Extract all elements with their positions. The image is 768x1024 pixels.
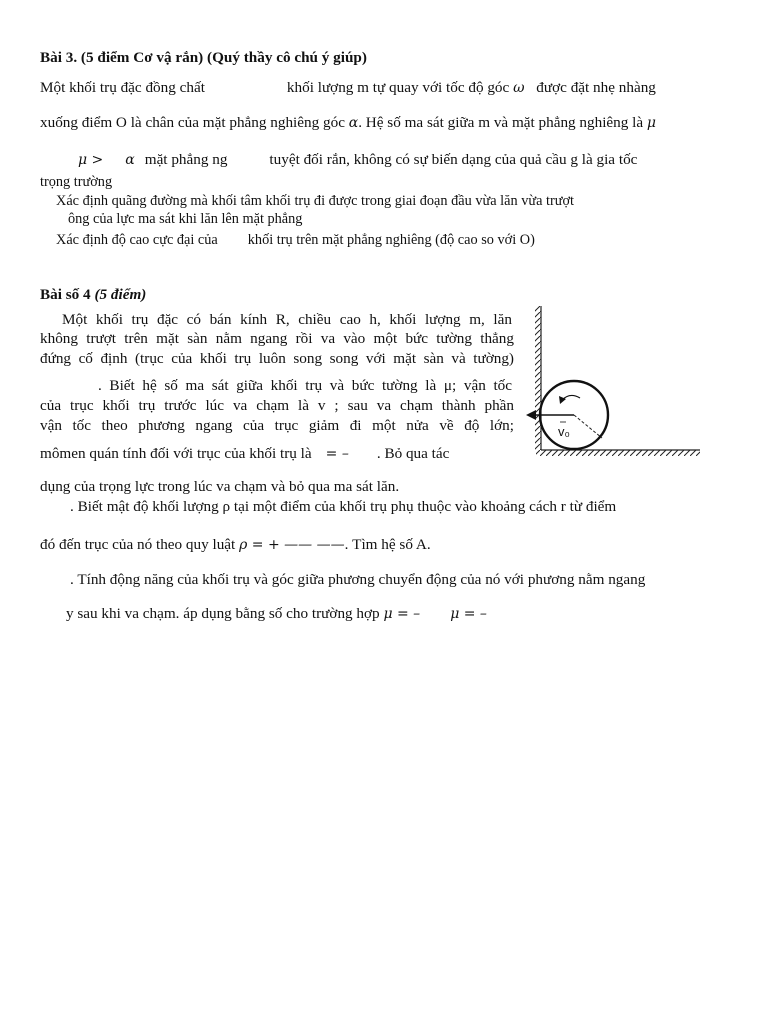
- bai4-para-line-2: không trượt trên mặt sàn nằm ngang rồi va vào một bức tường thẳng: [40, 330, 514, 347]
- bai3-line-3b: tuyệt đối rắn, không có sự biến dạng của quả cầu g là gia tốc: [269, 151, 638, 168]
- bai3-line-7: [56, 231, 535, 249]
- bai3-line-7a: Xác định độ cao cực đại của: [56, 232, 218, 248]
- omega-symbol: ω: [513, 80, 525, 96]
- bai3-line-3a: mặt phẳng ng: [144, 151, 228, 168]
- bai4-para-line-10b: . Tìm hệ số A.: [344, 536, 431, 553]
- mu-symbol: μ: [646, 115, 657, 131]
- bai3-line-4: trọng trường: [40, 174, 113, 190]
- alpha-symbol: α: [348, 115, 359, 131]
- bai4-para-line-8: dụng của trọng lực trong lúc va chạm và bỏ qua ma sát lăn.: [40, 478, 400, 495]
- density-formula: ρ = + —— ——: [239, 537, 345, 553]
- cylinder-wall-figure: [522, 300, 704, 464]
- bai3-line-2a: xuống điểm O là chân của mặt phẳng nghiêng góc: [40, 114, 345, 131]
- bai4-para-line-7b: . Bỏ qua tác: [376, 445, 450, 462]
- floor-hatch: [536, 450, 700, 456]
- velocity-label: v₀: [558, 424, 570, 439]
- bai3-line-1: [40, 79, 656, 97]
- velocity-arrowhead: [526, 410, 536, 420]
- bai4-para-line-6: vận tốc theo phương ngang của trục giảm đi một nửa về độ lớn;: [40, 417, 514, 434]
- bai4-para-line-5: của trục khối trụ trước lúc va chạm là v ; sau va chạm thành phần: [40, 397, 514, 414]
- bai3-line-2: [40, 114, 656, 132]
- bai4-para-line-4: . Biết hệ số ma sát giữa khối trụ và bức tường là μ; vận tốc: [98, 377, 512, 394]
- alpha-symbol-2: α: [125, 152, 135, 168]
- bai4-heading-title: Bài số 4: [40, 286, 91, 303]
- bai4-para-line-3: đứng cố định (trục của khối trụ luôn song song với mặt sàn và tường): [40, 350, 514, 367]
- bai3-line-1a: Một khối trụ đặc đồng chất: [40, 79, 205, 96]
- bai4-para-line-11: . Tính động năng của khối trụ và góc giữa phương chuyển động của nó với phương nằm ngang: [70, 571, 646, 588]
- bai4-para-line-10: [40, 536, 431, 554]
- bai3-line-6: ông của lực ma sát khi lăn lên mặt phẳng: [68, 211, 303, 227]
- bai4-para-line-7a: mômen quán tính đối với trục của khối trụ là: [40, 445, 312, 462]
- bai3-line-7b: khối trụ trên mặt phẳng nghiêng (độ cao so với O): [247, 232, 535, 248]
- bai4-heading: [40, 286, 146, 304]
- bai3-line-5: Xác định quãng đường mà khối tâm khối trụ đi được trong giai đoạn đầu vừa lăn vừa trượt: [56, 193, 575, 209]
- bai3-line-3: [78, 151, 637, 169]
- inertia-formula: = –: [325, 446, 349, 462]
- bai3-line-1b: khối lượng m tự quay với tốc độ góc: [286, 79, 510, 96]
- wall-hatch: [535, 306, 541, 450]
- mu-value-1: μ = –: [383, 606, 421, 622]
- bai4-heading-points: (5 điểm): [94, 286, 147, 303]
- mu-greater-symbol: μ >: [78, 152, 104, 168]
- bai4-para-line-10a: đó đến trục của nó theo quy luật: [40, 536, 236, 553]
- bai4-para-line-9: . Biết mật độ khối lượng ρ tại một điểm của khối trụ phụ thuộc vào khoảng cách r từ điểm: [70, 498, 617, 515]
- bai4-para-line-1: Một khối trụ đặc có bán kính R, chiều cao h, khối lượng m, lăn: [62, 311, 512, 328]
- bai3-line-2b: . Hệ số ma sát giữa m và mặt phẳng nghiêng là: [358, 114, 644, 131]
- bai4-para-line-12a: y sau khi va chạm. áp dụng bằng số cho trường hợp: [66, 605, 380, 622]
- bai4-para-line-7: [40, 445, 449, 463]
- radius-line: [574, 415, 602, 438]
- bai3-line-1c: được đặt nhẹ nhàng: [536, 79, 656, 96]
- bai3-heading: Bài 3. (5 điểm Cơ vậ rắn) (Quý thầy cô chú ý giúp): [40, 49, 367, 66]
- mu-value-2: μ = –: [450, 606, 487, 622]
- bai4-para-line-12: [66, 605, 487, 623]
